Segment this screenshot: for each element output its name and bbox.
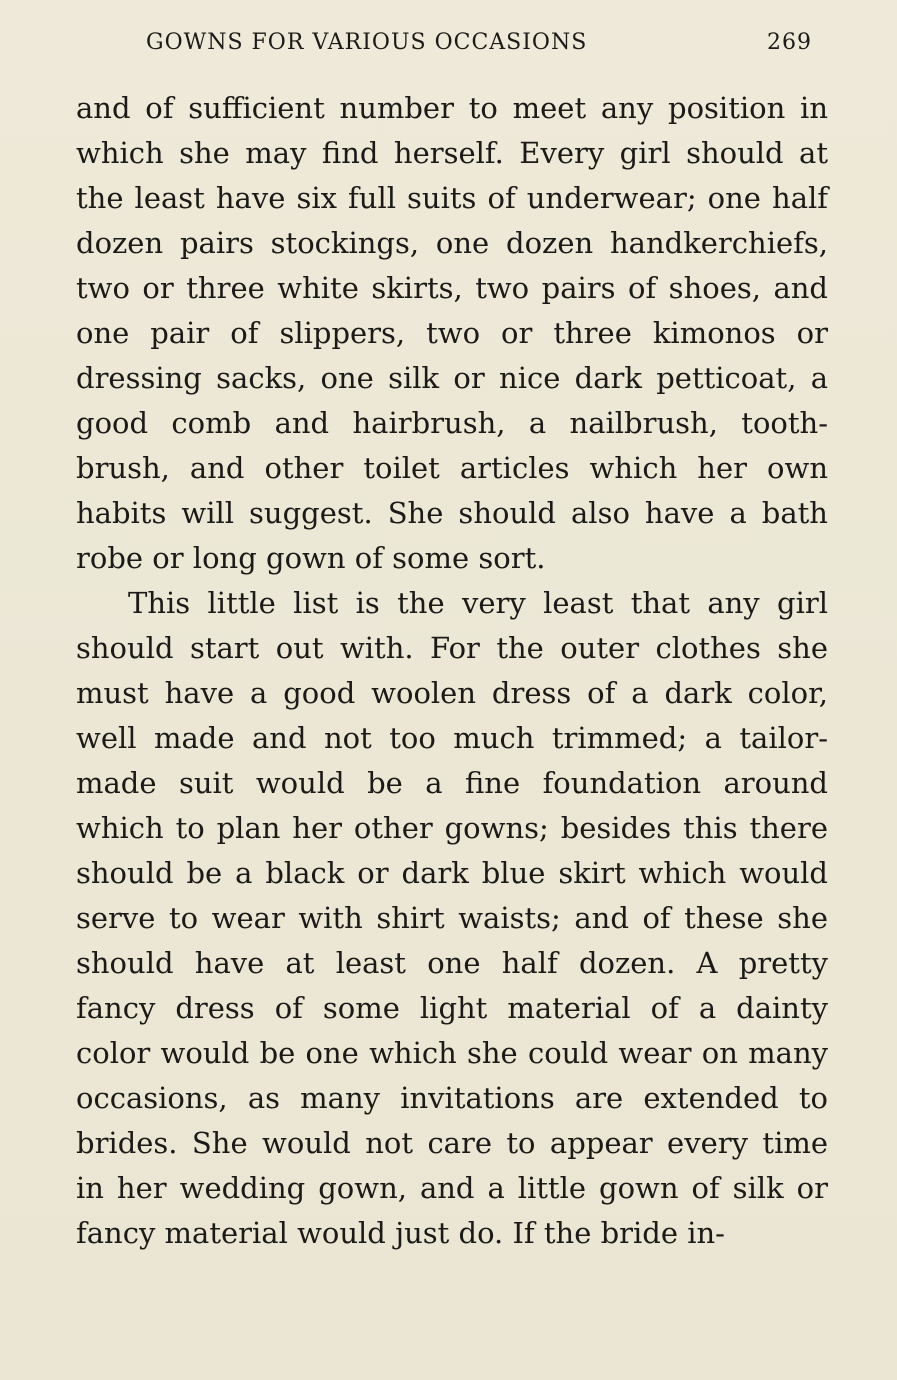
text-line: dressing sacks, one silk or nice dark petticoat, a — [76, 361, 828, 395]
text-line: good comb and hairbrush, a nailbrush, tooth- — [76, 406, 828, 440]
paragraph-1 — [76, 86, 828, 581]
text-line: fancy material would just do. If the bride in- — [76, 1216, 725, 1250]
text-line: one pair of slippers, two or three kimonos or — [76, 316, 828, 350]
page-number: 269 — [767, 30, 812, 55]
text-line: habits will suggest. She should also have a bath — [76, 496, 828, 530]
paragraph-2 — [76, 581, 828, 1256]
text-line: the least have six full suits of underwear; one half — [76, 181, 828, 215]
text-line: fancy dress of some light material of a dainty — [76, 991, 828, 1025]
text-line: This little list is the very least that any girl — [128, 586, 828, 620]
text-line: should start out with. For the outer clothes she — [76, 631, 828, 665]
text-line: brush, and other toilet articles which her own — [76, 451, 828, 485]
text-line: dozen pairs stockings, one dozen handkerchiefs, — [76, 226, 828, 260]
running-head — [146, 26, 818, 60]
text-line: made suit would be a fine foundation around — [76, 766, 828, 800]
text-line: brides. She would not care to appear every time — [76, 1126, 828, 1160]
text-line: occasions, as many invitations are extended to — [76, 1081, 828, 1115]
text-line: robe or long gown of some sort. — [76, 541, 546, 575]
text-line: must have a good woolen dress of a dark color, — [76, 676, 828, 710]
text-line: serve to wear with shirt waists; and of these she — [76, 901, 828, 935]
text-line: which to plan her other gowns; besides this there — [76, 811, 828, 845]
text-line: in her wedding gown, and a little gown of silk or — [76, 1171, 828, 1205]
text-line: well made and not too much trimmed; a tailor- — [76, 721, 828, 755]
text-line: which she may find herself. Every girl should at — [76, 136, 828, 170]
body-text — [76, 86, 828, 1256]
text-line: and of sufficient number to meet any position in — [76, 91, 828, 125]
text-line: color would be one which she could wear on many — [76, 1036, 828, 1070]
running-title: GOWNS FOR VARIOUS OCCASIONS — [146, 30, 588, 55]
text-line: two or three white skirts, two pairs of shoes, and — [76, 271, 828, 305]
text-line: should be a black or dark blue skirt which would — [76, 856, 828, 890]
text-line: should have at least one half dozen. A pretty — [76, 946, 828, 980]
